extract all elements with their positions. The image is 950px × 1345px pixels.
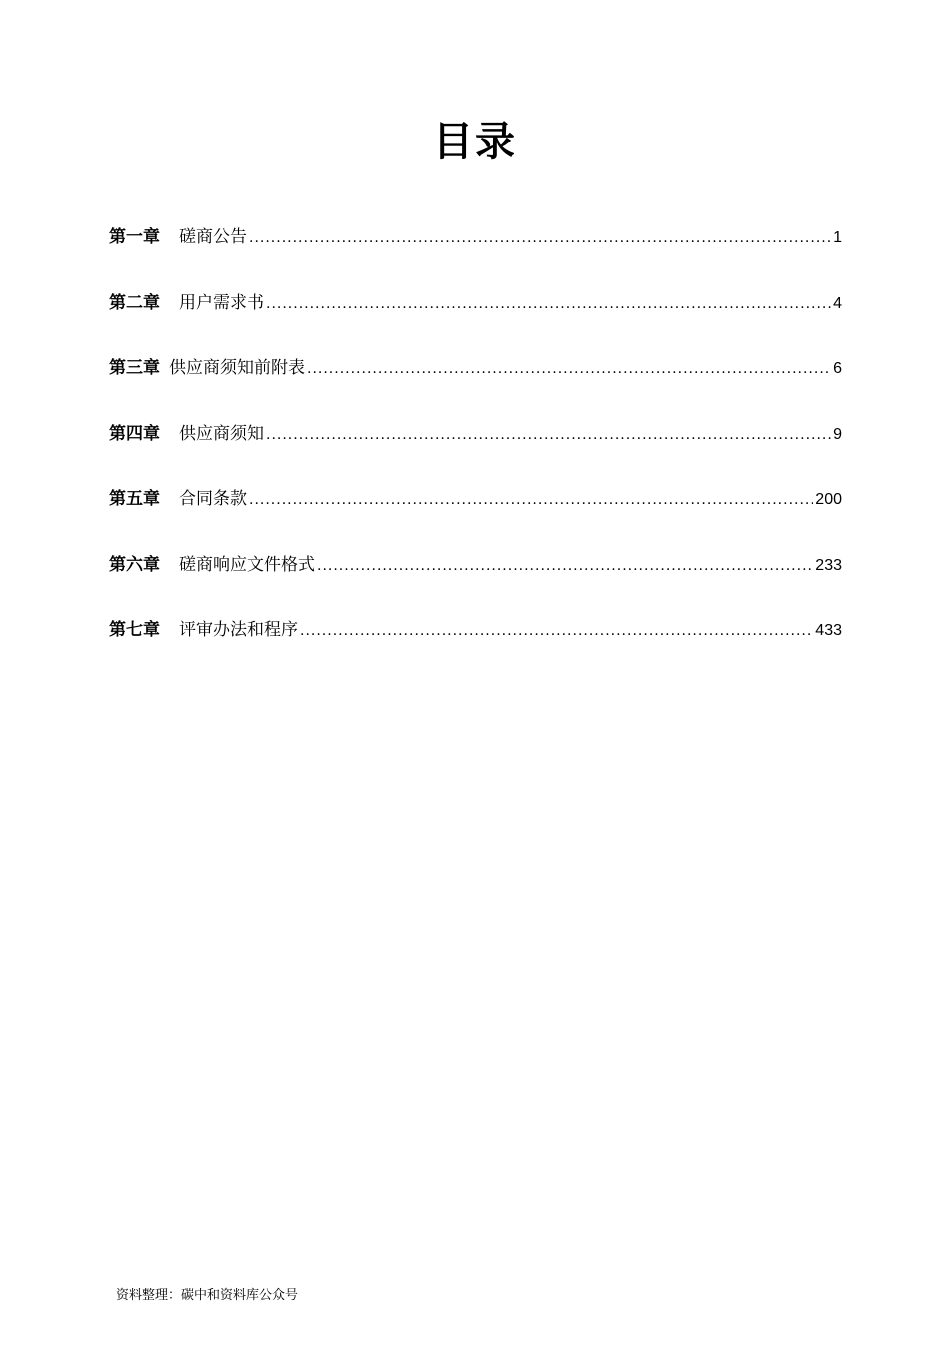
toc-chapter-number: 第一章 (109, 227, 160, 247)
toc-dot-leader (266, 287, 831, 321)
toc-page-number: 4 (833, 294, 842, 312)
toc-entry-chapter-2[interactable] (109, 286, 842, 320)
toc-dot-leader (300, 614, 813, 648)
toc-page-number: 9 (833, 425, 842, 443)
table-of-contents (109, 220, 842, 679)
toc-entry-chapter-6[interactable] (109, 548, 842, 582)
toc-chapter-title: 供应商须知前附表 (169, 358, 305, 378)
page-title: 目录 (433, 118, 517, 165)
toc-chapter-title: 磋商公告 (179, 227, 247, 247)
toc-chapter-number: 第三章 (109, 358, 160, 378)
toc-dot-leader (317, 549, 813, 583)
toc-page-number: 233 (815, 556, 842, 574)
toc-entry-chapter-3[interactable] (109, 351, 842, 385)
toc-chapter-number: 第七章 (109, 620, 160, 640)
toc-dot-leader (249, 483, 813, 517)
toc-entry-chapter-7[interactable] (109, 613, 842, 647)
toc-page-number: 6 (833, 360, 842, 377)
toc-chapter-title: 用户需求书 (179, 292, 264, 313)
toc-entry-chapter-1[interactable] (109, 220, 842, 254)
toc-entry-chapter-4[interactable] (109, 417, 842, 451)
toc-dot-leader (249, 221, 831, 255)
toc-entry-chapter-5[interactable] (109, 482, 842, 516)
toc-chapter-number: 第四章 (109, 423, 160, 444)
toc-chapter-title: 供应商须知 (179, 423, 264, 444)
toc-page-number: 200 (815, 491, 842, 508)
toc-chapter-title: 磋商响应文件格式 (179, 554, 315, 575)
toc-chapter-number: 第二章 (109, 292, 160, 313)
toc-chapter-number: 第五章 (109, 489, 160, 509)
toc-page-number: 1 (833, 229, 842, 246)
toc-chapter-number: 第六章 (109, 554, 160, 575)
toc-page-number: 433 (815, 622, 842, 639)
footer-source-note: 资料整理：碳中和资料库公众号 (116, 1288, 299, 1303)
toc-chapter-title: 评审办法和程序 (179, 620, 298, 640)
toc-dot-leader (307, 352, 831, 386)
toc-chapter-title: 合同条款 (179, 489, 247, 509)
toc-dot-leader (266, 418, 831, 452)
